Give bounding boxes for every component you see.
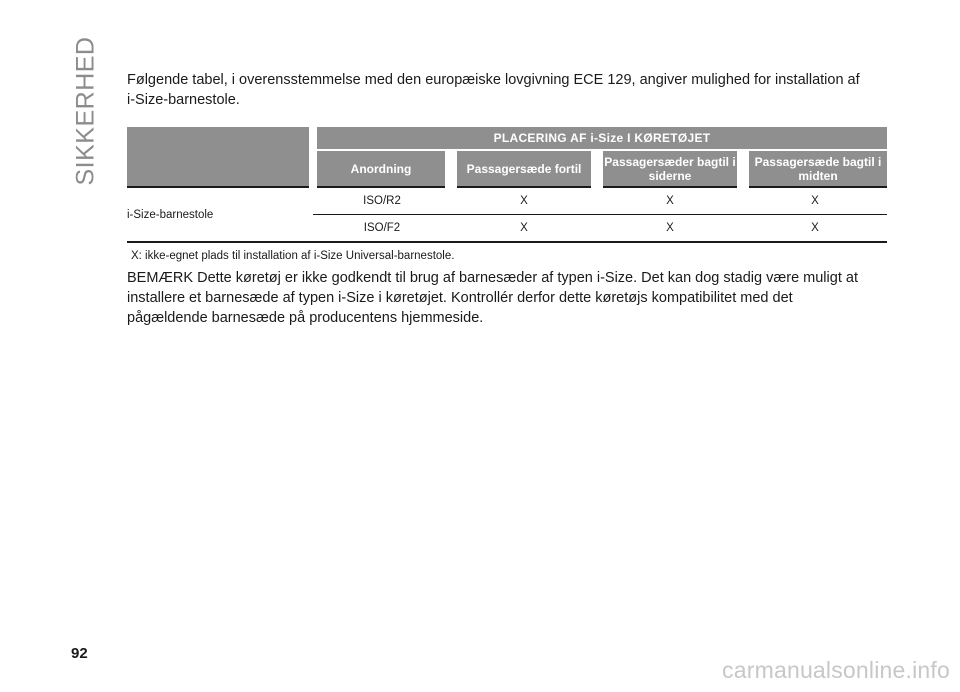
section-tab-label: SIKKERHED	[71, 36, 100, 186]
cell-rear-middle: X	[743, 187, 887, 215]
cell-rear-middle: X	[743, 215, 887, 243]
note-paragraph: BEMÆRK Dette køretøj er ikke godkendt til brug af barnesæder af typen i-Size. Det kan dog stadig være muligt at installere et barnesæde af typen i-Size i køretøjet. Kontrollér derfor dette køretøjs kompatibilitet med det pågældende barnesæde på producentens hjemmeside.	[127, 270, 858, 326]
column-header-rear-side-seats: Passagersæder bagtil i siderne	[597, 150, 743, 187]
cell-rear-sides: X	[597, 187, 743, 215]
watermark-text: carmanualsonline.info	[722, 657, 950, 683]
table-group-header: PLACERING AF i-Size I KØRETØJET	[313, 127, 887, 150]
cell-rear-sides: X	[597, 215, 743, 243]
page-number: 92	[71, 645, 88, 662]
column-header-front-seat: Passagersæde fortil	[451, 150, 597, 187]
column-header-device: Anordning	[313, 150, 451, 187]
section-tab	[71, 36, 100, 186]
cell-device: ISO/F2	[313, 215, 451, 243]
table-row	[127, 187, 887, 215]
row-label-i-size: i-Size-barnestole	[127, 187, 313, 242]
table-corner-cell	[127, 127, 313, 187]
i-size-placement-table	[127, 127, 887, 243]
column-header-rear-middle-seat: Passagersæde bagtil i midten	[743, 150, 887, 187]
cell-front: X	[451, 215, 597, 243]
cell-front: X	[451, 187, 597, 215]
intro-paragraph: Følgende tabel, i overensstemmelse med den europæiske lovgivning ECE 129, angiver mulighed for installation af i-Size-barnestole.	[127, 72, 860, 108]
table-footnote: X: ikke-egnet plads til installation af i-Size Universal-barnestole.	[131, 250, 455, 262]
cell-device: ISO/R2	[313, 187, 451, 215]
